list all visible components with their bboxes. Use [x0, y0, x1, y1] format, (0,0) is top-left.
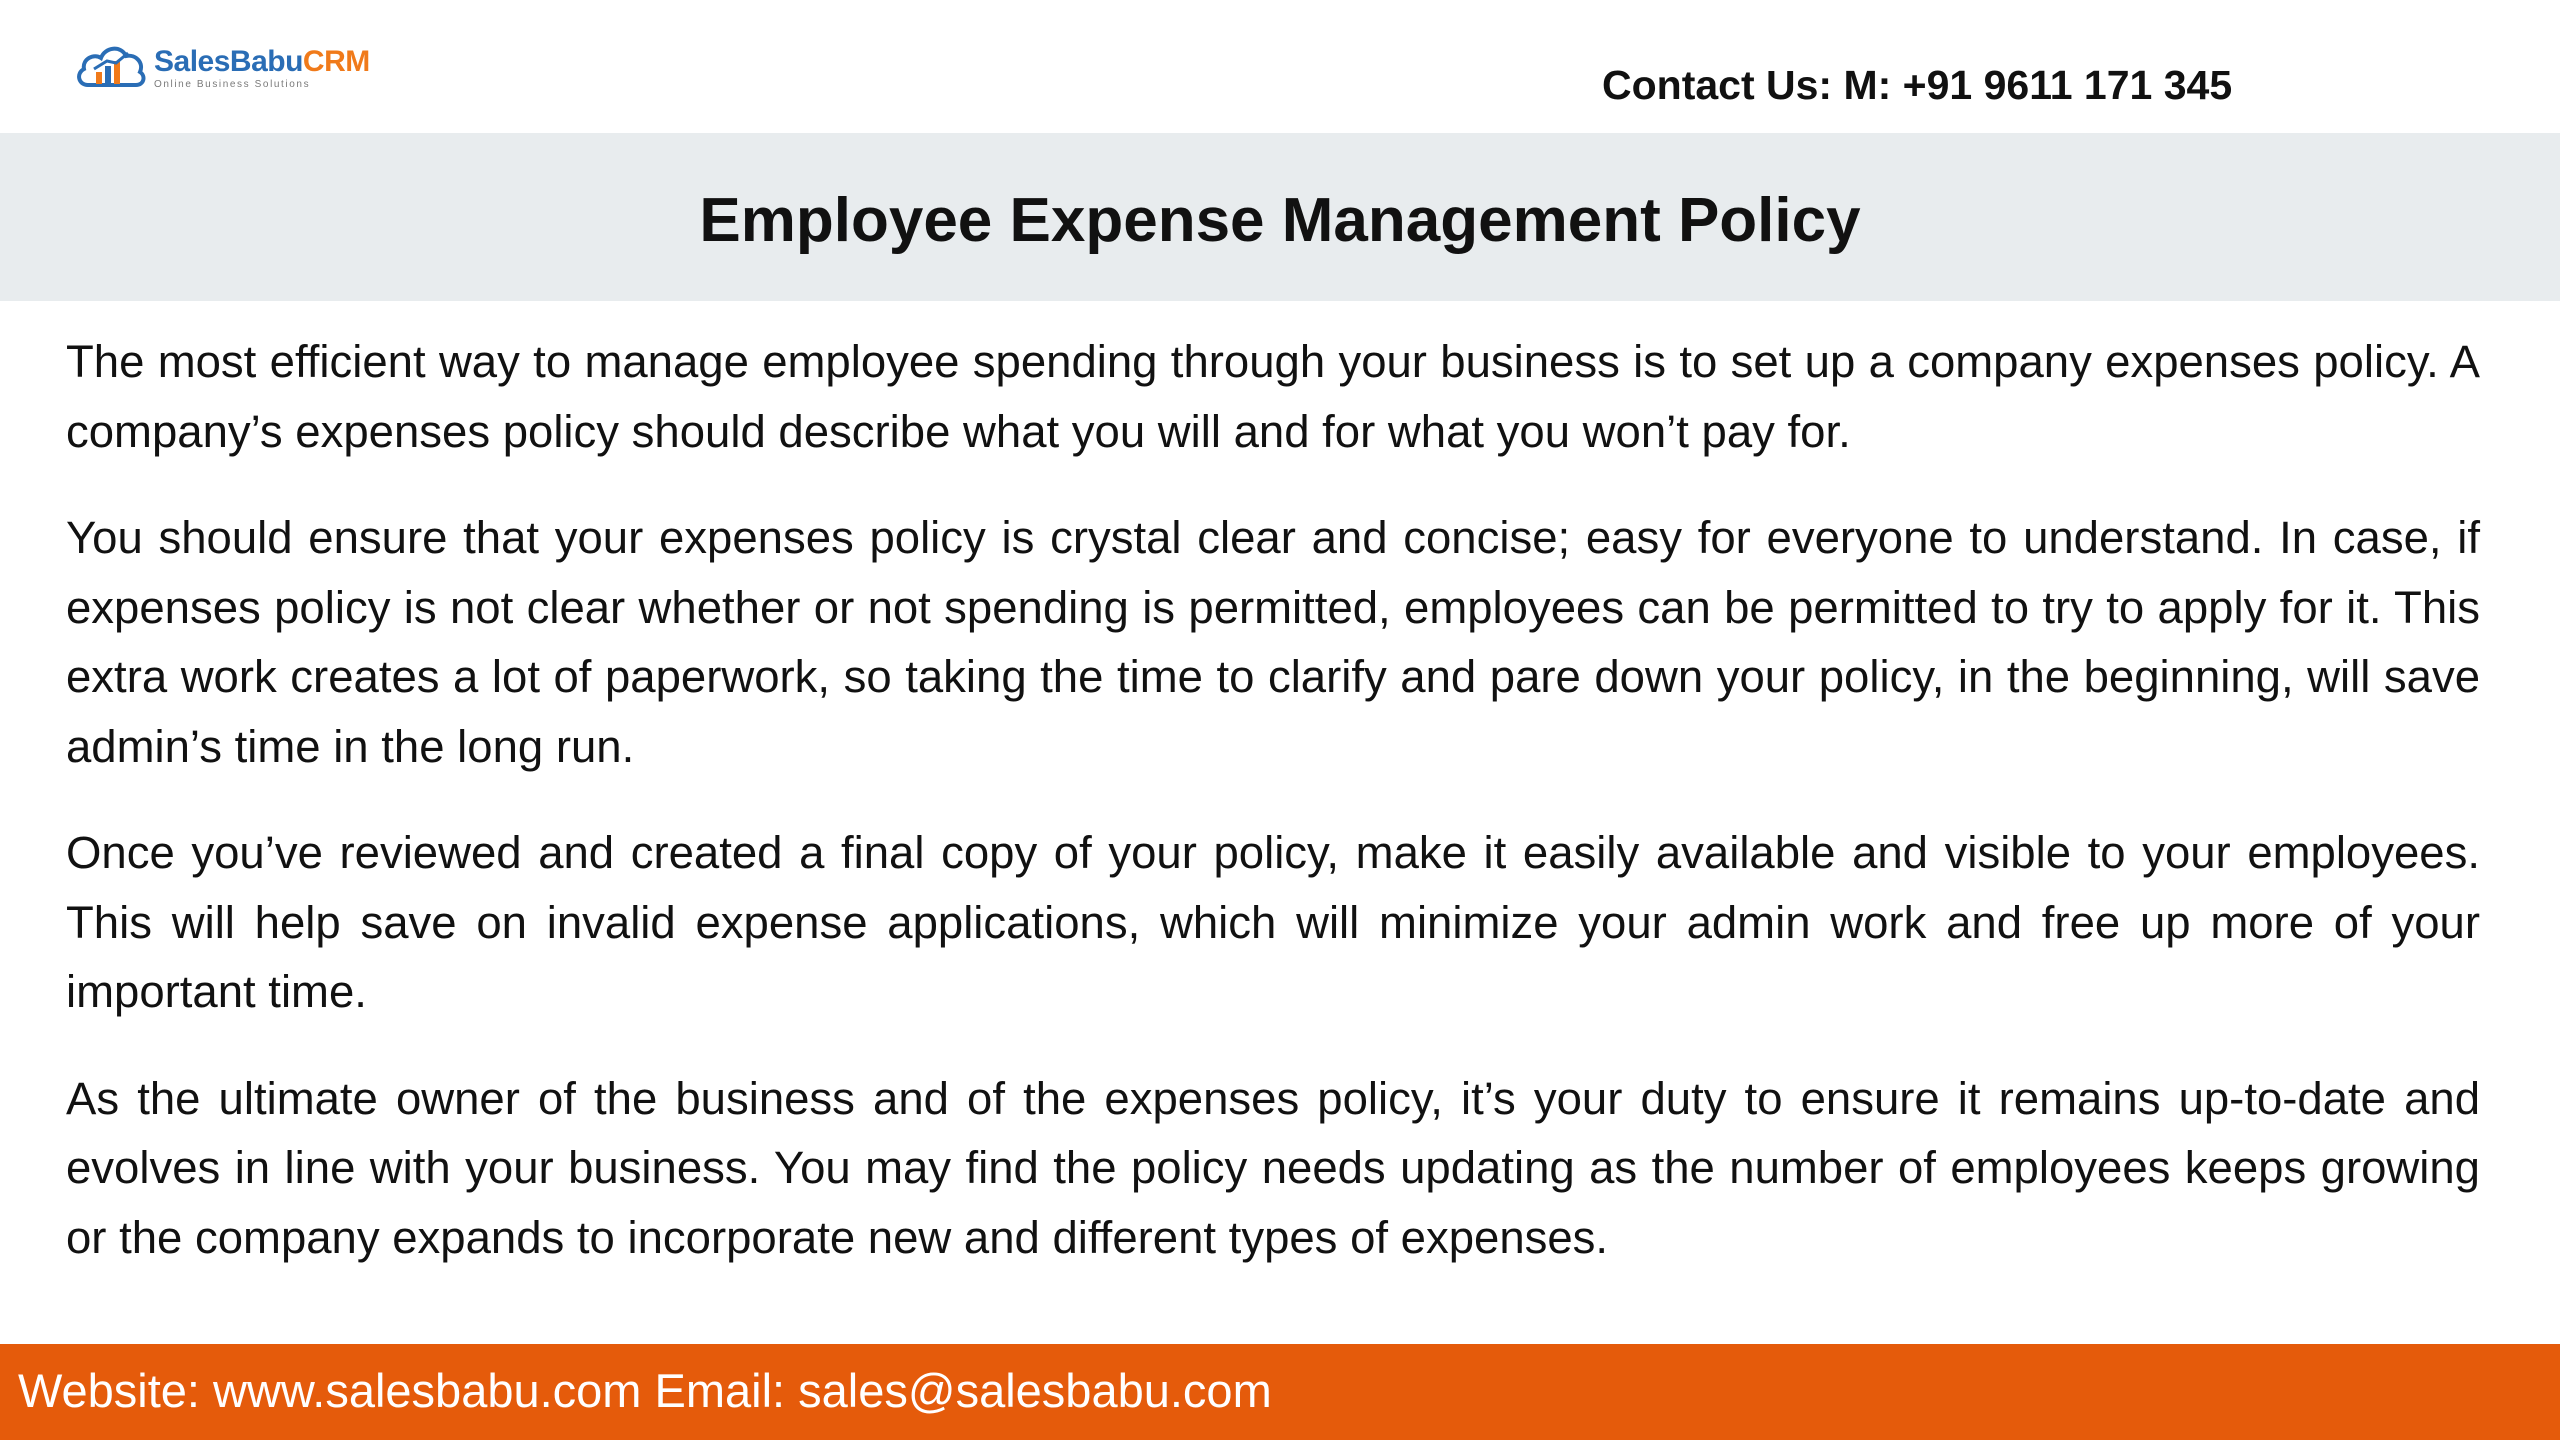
- cloud-chart-logo-icon: [74, 39, 148, 97]
- document-body: [66, 327, 2480, 1309]
- title-band: [0, 133, 2560, 301]
- paragraph-3: Once you’ve reviewed and created a final copy of your policy, make it easily available and visible to your employees. This will help save on invalid expense applications, which will minimize your admin work and free up more of your important time.: [66, 827, 2480, 1017]
- logo-brand-part1: SalesBabu: [154, 44, 303, 78]
- logo-text: [154, 44, 370, 90]
- contact-info: Contact Us: M: +91 9611 171 345: [1602, 62, 2233, 108]
- paragraph-2: You should ensure that your expenses policy is crystal clear and concise; easy for everyone to understand. In case, if expenses policy is not clear whether or not spending is permitted, employees can be permitted to try to apply for it. This extra work creates a lot of paperwork, so taking the time to clarify and pare down your policy, in the beginning, will save admin’s time in the long run.: [66, 512, 2480, 772]
- top-bar: [0, 0, 2560, 133]
- paragraph-1: The most efficient way to manage employee spending through your business is to set up a company expenses policy. A company’s expenses policy should describe what you will and for what you won’t pay for.: [66, 336, 2480, 457]
- logo-brand-part2: CRM: [302, 44, 370, 78]
- footer-contact-text: Website: www.salesbabu.com Email: sales@salesbabu.com: [18, 1363, 1272, 1417]
- paragraph-4: As the ultimate owner of the business and of the expenses policy, it’s your duty to ensure it remains up-to-date and evolves in line with your business. You may find the policy needs updating as the number of employees keeps growing or the company expands to incorporate new and different types of expenses.: [66, 1072, 2480, 1263]
- logo-brand: [154, 44, 370, 78]
- page-title: Employee Expense Management Policy: [699, 185, 1861, 255]
- logo-tagline: Online Business Solutions: [154, 78, 311, 90]
- footer-bar: [0, 1344, 2560, 1440]
- logo: [74, 36, 374, 100]
